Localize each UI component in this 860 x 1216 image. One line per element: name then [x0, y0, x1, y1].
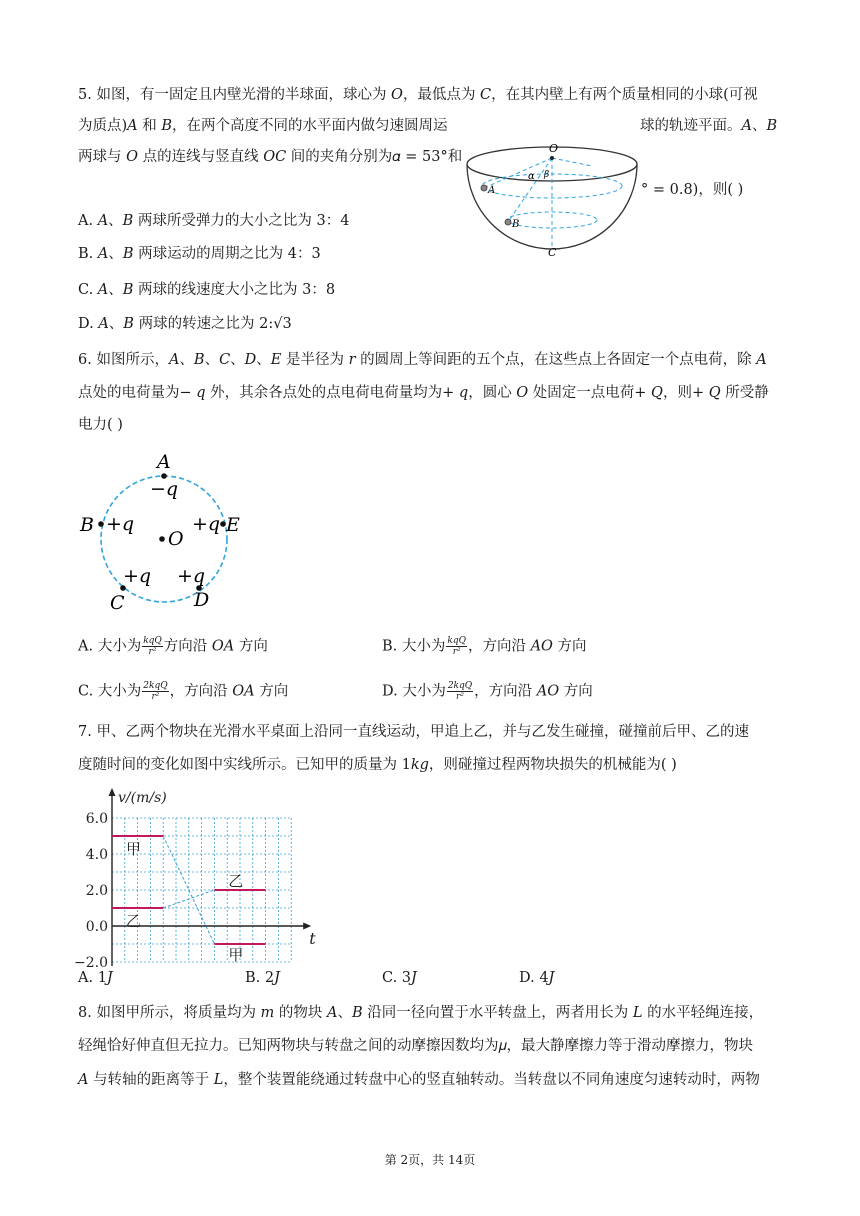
q7-option-c: C. 3𝐽: [382, 970, 417, 986]
q6-option-a-suffix: 方向沿 𝑂𝐴 方向: [163, 638, 268, 655]
q8-line2: 轻绳恰好伸直但无拉力。已知两物块与转盘之间的动摩擦因数均为𝜇，最大静摩擦力等于滑动摩擦力，物块: [78, 1038, 754, 1054]
charge-value-d: +q: [177, 565, 206, 587]
chart-text: [74, 790, 316, 971]
charge-label-b: B: [80, 514, 94, 536]
q6-option-c-fraction: [142, 681, 168, 702]
q7-option-d: D. 4𝐽: [519, 970, 555, 986]
q6-option-a-prefix: A. 大小为: [78, 638, 142, 655]
q6-option-a: [78, 636, 268, 657]
hemisphere-figure: [462, 136, 642, 261]
q6-option-d-fraction: [447, 681, 473, 702]
q6-option-d-den: r²: [456, 692, 464, 702]
hemisphere-label-a: A: [488, 185, 496, 196]
q6-option-d-suffix: ，方向沿 𝐴𝑂 方向: [474, 683, 593, 700]
q6-line3: 电力( ): [78, 417, 123, 433]
q8-line3: 𝐴 与转轴的距离等于 𝐿，整个装置能绕通过转盘中心的竖直轴转动。当转盘以不同角速度匀速转动时，两物: [78, 1072, 760, 1088]
series-1-transition: [163, 890, 214, 908]
q7-line1: 7. 甲、乙两个物块在光滑水平桌面上沿同一直线运动，甲追上乙，并与乙发生碰撞，碰撞前后甲、乙的速: [78, 724, 749, 740]
velocity-time-chart: [74, 786, 316, 971]
q6-option-d-prefix: D. 大小为: [382, 683, 446, 700]
q6-option-b: [382, 636, 587, 657]
q6-option-d: [382, 681, 593, 702]
hemisphere-label-b: B: [512, 219, 520, 230]
q6-option-a-fraction: [142, 636, 163, 657]
q5-line3b: ° = 0.8)，则( ): [641, 182, 744, 198]
hemisphere-label-c: C: [548, 246, 557, 259]
series-1-before-label: 乙: [126, 912, 142, 930]
hemisphere-label-beta: β: [544, 170, 550, 180]
q6-option-c-prefix: C. 大小为: [78, 683, 142, 700]
q7-line2: 度随时间的变化如图中实线所示。已知甲的质量为 1𝑘𝑔，则碰撞过程两物块损失的机械能为( ): [78, 757, 677, 773]
q5-option-a: A. 𝐴、𝐵 两球所受弹力的大小之比为 3：4: [78, 213, 350, 229]
q6-option-b-den: r²: [452, 647, 461, 657]
q5-option-d: D. 𝐴、𝐵 两球的转速之比为 2:√3: [78, 316, 292, 332]
y-tick-label: 6.0: [85, 811, 108, 827]
charge-value-e: +q: [192, 513, 221, 535]
q5-line3a: 两球与 𝑂 点的连线与竖直线 𝑂𝐶 间的夹角分别为𝛼 = 53°和: [78, 149, 463, 165]
q6-option-b-fraction: [446, 636, 467, 657]
hemisphere-label-o: O: [549, 142, 559, 155]
q5-option-b: B. 𝐴、𝐵 两球运动的周期之比为 4：3: [78, 246, 321, 262]
y-axis-label: v/(m/s): [118, 790, 167, 806]
charge-value-a: −q: [150, 478, 179, 500]
q7-option-b: B. 2𝐽: [245, 970, 280, 986]
q6-option-a-num: kqQ: [143, 636, 162, 646]
q6-option-a-den: r²: [148, 647, 157, 657]
charge-label-c: C: [110, 592, 125, 614]
x-axis-label: t: [309, 929, 316, 948]
y-tick-label: 2.0: [85, 883, 108, 899]
q5-line1: 5. 如图，有一固定且内壁光滑的半球面，球心为 𝑂，最低点为 𝐶，在其内壁上有两个质量相同的小球(可视: [78, 87, 758, 103]
y-tick-label: 4.0: [85, 847, 108, 863]
charge-label-o: O: [168, 528, 184, 550]
charge-label-d: D: [194, 589, 210, 611]
chart-axes: [109, 788, 312, 966]
y-tick-label: 0.0: [85, 919, 108, 935]
page-footer: 第 2页，共 14页: [384, 1153, 476, 1167]
q5-line2a: 为质点)𝐴 和 𝐵，在两个高度不同的水平面内做匀速圆周运: [78, 118, 448, 134]
charge-value-c: +q: [123, 565, 152, 587]
charge-label-e: E: [226, 514, 240, 536]
q6-option-b-num: kqQ: [447, 636, 466, 646]
series-1-after-label: 乙: [228, 872, 244, 890]
q6-option-c: [78, 681, 288, 702]
hemisphere-label-alpha: α: [528, 171, 535, 182]
q7-option-a: A. 1𝐽: [78, 970, 113, 986]
q6-option-b-suffix: ，方向沿 𝐴𝑂 方向: [467, 638, 587, 655]
q6-line1: 6. 如图所示，𝐴、𝐵、𝐶、𝐷、𝐸 是半径为 𝑟 的圆周上等间距的五个点，在这些点上各固定一个点电荷，除 𝐴: [78, 352, 767, 368]
q5-option-c: C. 𝐴、𝐵 两球的线速度大小之比为 3：8: [78, 282, 336, 298]
charge-label-a: A: [157, 451, 171, 473]
q6-option-d-num: 2kqQ: [447, 681, 473, 691]
q6-option-c-num: 2kqQ: [143, 681, 168, 691]
series-0-after-label: 甲: [228, 946, 244, 964]
y-tick-label: −2.0: [74, 955, 108, 971]
q6-option-b-prefix: B. 大小为: [382, 638, 446, 655]
q8-line1: 8. 如图甲所示，将质量均为 𝑚 的物块 𝐴、𝐵 沿同一径向置于水平转盘上，两者用长为 𝐿 的水平轻绳连接，: [78, 1005, 764, 1021]
y-axis-arrow: [109, 788, 116, 796]
series-0-before-label: 甲: [126, 840, 142, 858]
charge-circle-figure: [76, 448, 256, 618]
charge-value-b: +q: [106, 513, 135, 535]
q5-line2b: 球的轨迹平面。𝐴、𝐵: [640, 118, 778, 134]
q6-line2: 点处的电荷量为− 𝑞 外，其余各点处的点电荷电荷量均为+ 𝑞，圆心 𝑂 处固定一点电荷+ 𝑄，则+ 𝑄 所受静: [78, 385, 769, 401]
q6-option-c-den: r²: [151, 692, 160, 702]
q6-option-c-suffix: ，方向沿 𝑂𝐴 方向: [169, 683, 289, 700]
